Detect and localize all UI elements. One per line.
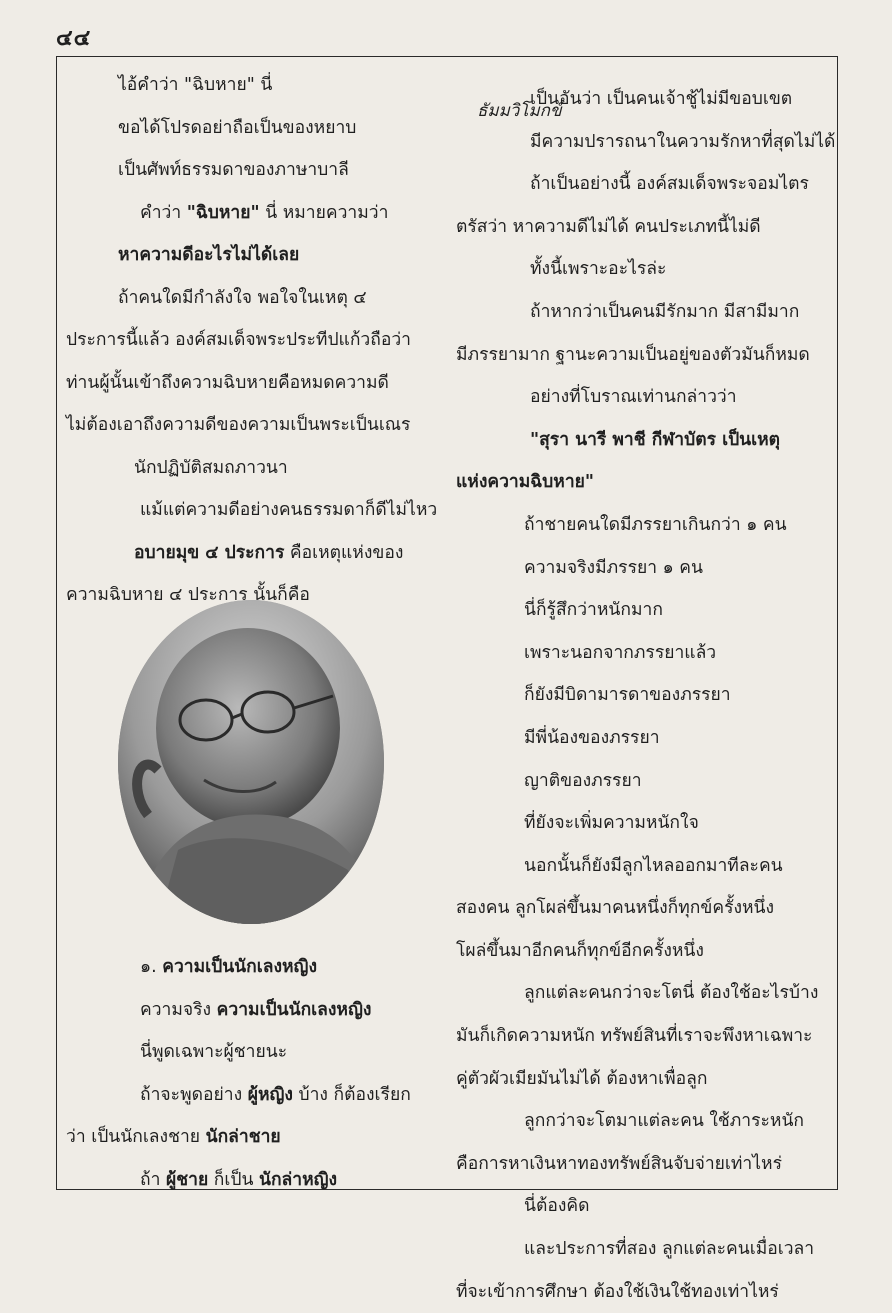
line-text: ก็ยังมีบิดามารดาของภรรยา <box>524 685 731 706</box>
line-text: ถ้าจะพูดอย่าง <box>140 1084 248 1105</box>
line-text: นี่ต้องคิด <box>524 1196 590 1217</box>
bold-text: ผู้ชาย <box>166 1169 209 1190</box>
line-text: เป็นอันว่า เป็นคนเจ้าชู้ไม่มีขอบเขต <box>530 89 793 109</box>
text-line <box>456 887 828 930</box>
text-line <box>66 946 411 989</box>
text-line <box>456 206 828 249</box>
text-line <box>456 121 836 164</box>
line-text: ที่จะเข้าการศึกษา ต้องใช้เงินใช้ทองเท่าไหร่ <box>456 1281 779 1302</box>
line-text: ความจริง <box>140 999 217 1020</box>
line-text: ถ้า <box>140 1169 166 1190</box>
line-text: ท่านผู้นั้นเข้าถึงความฉิบหายคือหมดความดี <box>66 372 389 393</box>
text-line <box>456 802 828 845</box>
text-line <box>456 717 828 760</box>
text-line <box>456 78 828 121</box>
monk-portrait-illustration <box>118 600 384 924</box>
bold-text: ความเป็นนักเลงหญิง <box>216 999 372 1020</box>
text-line <box>66 532 438 575</box>
line-text: แม้แต่ความดีอย่างคนธรรมดาก็ดีไม่ไหว <box>140 500 438 520</box>
line-text: ถ้าชายคนใดมีภรรยาเกินกว่า ๑ คน <box>524 514 787 535</box>
text-line <box>456 1228 828 1271</box>
text-line <box>66 489 438 532</box>
text-line <box>456 972 828 1015</box>
text-line <box>456 760 828 803</box>
text-line <box>66 234 438 277</box>
bold-text: หาความดีอะไรไม่ได้เลย <box>118 245 300 265</box>
text-line <box>456 1185 828 1228</box>
running-head: ธัมมวิโมกข์ <box>467 97 572 124</box>
line-text: ว่า เป็นนักเลงชาย <box>66 1127 206 1147</box>
line-text: ถ้าเป็นอย่างนี้ องค์สมเด็จพระจอมไตร <box>530 174 809 195</box>
line-text: สองคน ลูกโผล่ขึ้นมาคนหนึ่งก็ทุกข์ครั้งหนึ่ง <box>456 898 775 919</box>
line-text: ไอ้คำว่า "ฉิบหาย" นี่ <box>118 75 273 95</box>
line-text: คือการหาเงินหาทองทรัพย์สินจับจ่ายเท่าไหร่ <box>456 1153 782 1174</box>
line-text: ไม่ต้องเอาถึงความดีของความเป็นพระเป็นเณร <box>66 415 411 435</box>
line-text: โผล่ขึ้นมาอีกคนก็ทุกข์อีกครั้งหนึ่ง <box>456 940 704 961</box>
monk-portrait-photo <box>118 600 384 924</box>
bold-text: อบายมุข ๔ ประการ <box>134 542 285 563</box>
text-line <box>66 1159 411 1202</box>
text-line <box>456 163 828 206</box>
text-line <box>66 149 438 192</box>
text-line <box>456 632 828 675</box>
text-line <box>456 248 828 291</box>
line-text: ๑. <box>140 957 163 977</box>
line-text: คู่ตัวผัวเมียมันไม่ได้ ต้องหาเพื่อลูก <box>456 1068 708 1089</box>
line-text: และประการที่สอง ลูกแต่ละคนเมื่อเวลา <box>524 1239 815 1260</box>
text-line <box>66 362 438 405</box>
text-line <box>66 192 438 235</box>
text-line <box>456 1100 828 1143</box>
text-line <box>456 419 828 462</box>
text-line <box>456 291 828 334</box>
text-line <box>456 1271 828 1313</box>
text-line <box>66 1116 411 1159</box>
line-text: ความจริงมีภรรยา ๑ คน <box>524 557 703 578</box>
line-text: คำว่า <box>140 202 187 223</box>
line-text: ลูกกว่าจะโตมาแต่ละคน ใช้ภาระหนัก <box>524 1111 805 1132</box>
line-text: บ้าง ก็ต้องเรียก <box>292 1084 411 1105</box>
line-text: คือเหตุแห่งของ <box>284 542 404 563</box>
right-column <box>456 78 836 1313</box>
text-line <box>66 404 438 447</box>
text-line <box>456 1143 828 1186</box>
left-column-top <box>66 64 438 617</box>
text-line <box>456 461 828 504</box>
text-line <box>456 334 828 377</box>
text-line <box>456 930 828 973</box>
line-text: มีความปรารถนาในความรักหาที่สุดไม่ได้ <box>530 131 836 152</box>
bold-text: นักล่าหญิง <box>259 1169 338 1190</box>
line-text: นักปฏิบัติสมถภาวนา <box>134 457 288 478</box>
text-line <box>456 547 828 590</box>
line-text: มีพี่น้องของภรรยา <box>524 727 660 748</box>
line-text: นี่ก็รู้สึกว่าหนักมาก <box>524 600 663 621</box>
line-text: ความฉิบหาย ๔ ประการ นั้นก็คือ <box>66 585 310 605</box>
text-line <box>66 1031 411 1074</box>
text-line <box>66 1074 411 1117</box>
line-text: ที่ยังจะเพิ่มความหนักใจ <box>524 813 699 834</box>
line-text: มีภรรยามาก ฐานะความเป็นอยู่ของตัวมันก็หมด <box>456 344 810 365</box>
bold-text: "ฉิบหาย" <box>186 202 260 223</box>
text-line <box>456 845 828 888</box>
text-line <box>456 589 828 632</box>
line-text: นี่ หมายความว่า <box>259 202 389 223</box>
bold-text: "สุรา นารี พาชี กีฬาบัตร เป็นเหตุ <box>530 429 781 450</box>
line-text: ตรัสว่า หาความดีไม่ได้ คนประเภทนี้ไม่ดี <box>456 216 761 237</box>
text-line <box>456 1015 828 1058</box>
line-text: มันก็เกิดความหนัก ทรัพย์สินที่เราจะพึงหาเฉพาะ <box>456 1026 813 1047</box>
line-text: ลูกแต่ละคนกว่าจะโตนี่ ต้องใช้อะไรบ้าง <box>524 983 819 1004</box>
text-line <box>66 989 411 1032</box>
line-text: นี่พูดเฉพาะผู้ชายนะ <box>140 1042 288 1062</box>
bold-text: ความเป็นนักเลงหญิง <box>162 957 317 977</box>
text-line <box>456 376 828 419</box>
bold-text: แห่งความฉิบหาย" <box>456 472 595 493</box>
bold-text: นักล่าชาย <box>205 1127 281 1147</box>
line-text: ถ้าคนใดมีกำลังใจ พอใจในเหตุ ๔ <box>118 287 367 308</box>
text-line <box>66 319 438 362</box>
text-line <box>66 277 438 320</box>
text-line <box>66 447 438 490</box>
line-text: ถ้าหากว่าเป็นคนมีรักมาก มีสามีมาก <box>530 301 800 322</box>
line-text: ญาติของภรรยา <box>524 770 642 791</box>
text-line <box>456 674 828 717</box>
line-text: อย่างที่โบราณเท่านกล่าวว่า <box>530 387 737 408</box>
line-text: ประการนี้แล้ว องค์สมเด็จพระประทีปแก้วถือว่า <box>66 330 412 350</box>
line-text: ก็เป็น <box>208 1169 259 1190</box>
line-text: ขอได้โปรดอย่าถือเป็นของหยาบ <box>118 117 357 138</box>
text-line <box>66 64 438 107</box>
line-text: เป็นศัพท์ธรรมดาของภาษาบาลี <box>118 160 349 180</box>
page-number: ๔๔ <box>56 26 92 51</box>
text-line <box>66 107 438 150</box>
text-line <box>456 504 828 547</box>
line-text: ทั้งนี้เพราะอะไรล่ะ <box>530 259 667 280</box>
text-line <box>456 1058 828 1101</box>
bold-text: ผู้หญิง <box>247 1084 293 1105</box>
left-column-bottom <box>66 946 411 1201</box>
line-text: เพราะนอกจากภรรยาแล้ว <box>524 642 717 663</box>
line-text: นอกนั้นก็ยังมีลูกไหลออกมาทีละคน <box>524 855 783 876</box>
